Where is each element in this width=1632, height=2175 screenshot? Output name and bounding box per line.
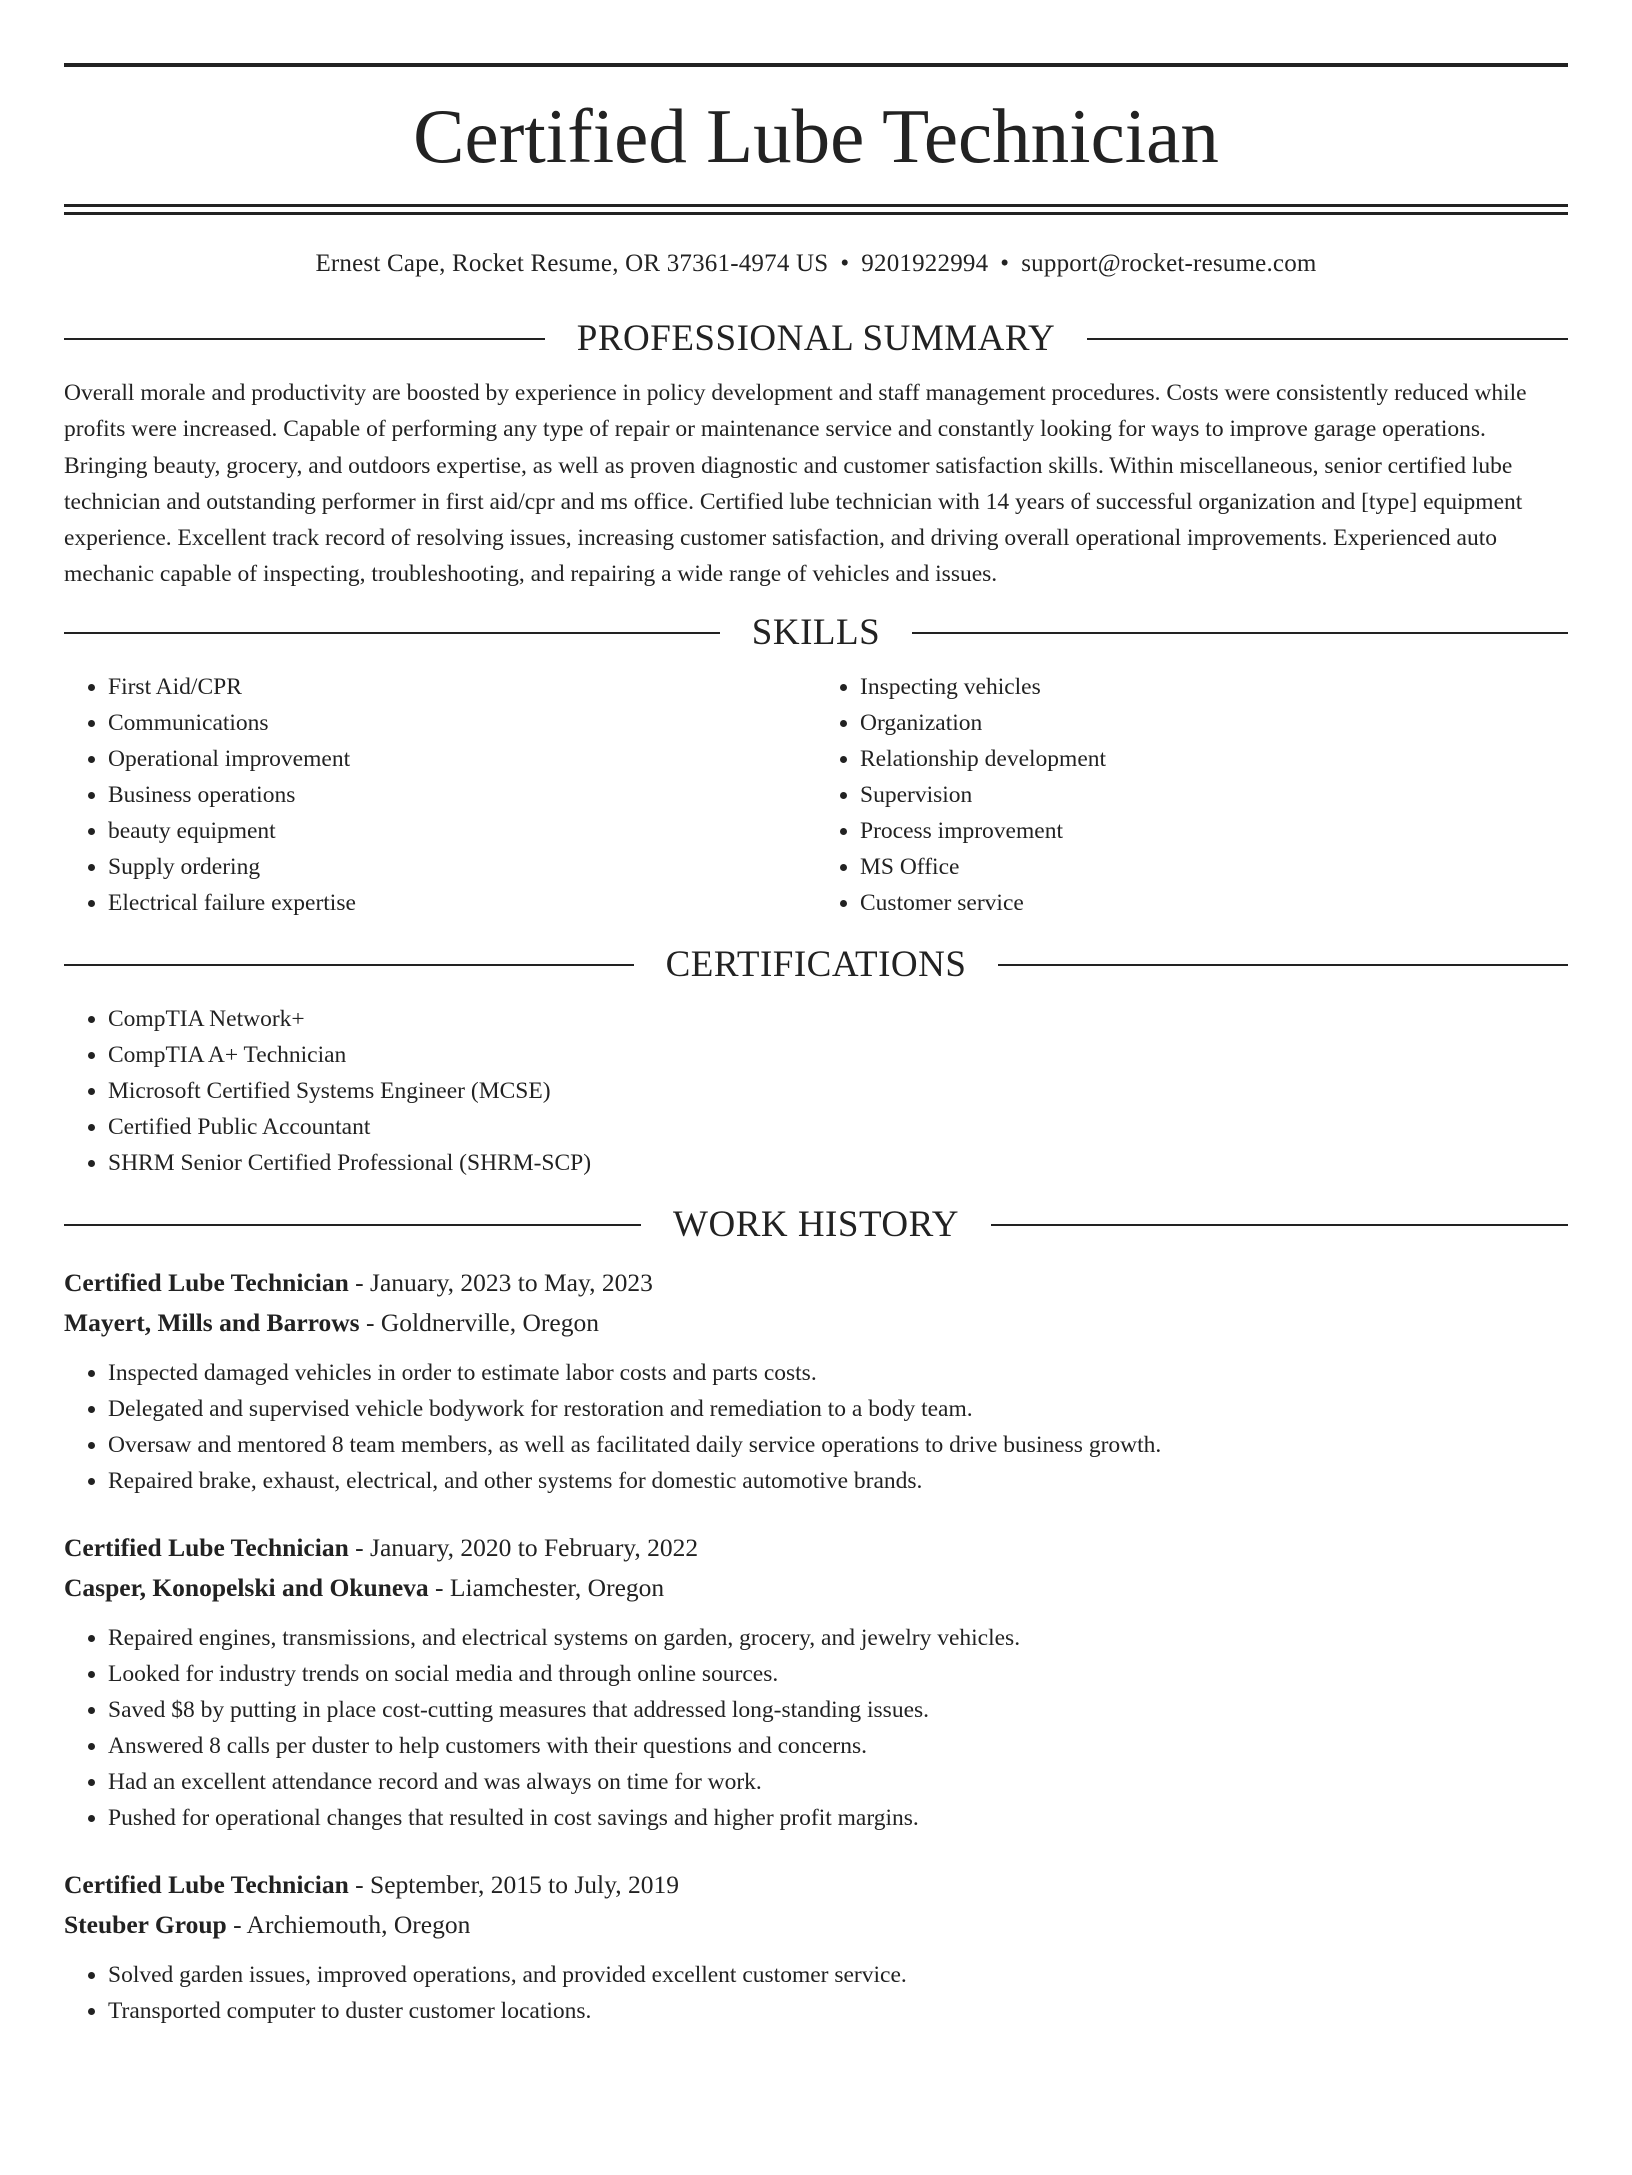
list-item: • Looked for industry trends on social media and through online sources.: [108, 1656, 1568, 1692]
section-heading-skills: [64, 611, 1568, 655]
job-title: Certified Lube Technician: [64, 1532, 349, 1562]
contact-email: support@rocket-resume.com: [1021, 250, 1317, 277]
work-history-list: [64, 1263, 1568, 2029]
resume-page: [0, 63, 1632, 2175]
list-item: • Supervision: [860, 777, 1568, 813]
job-location: - Liamchester, Oregon: [428, 1572, 665, 1602]
job-title: Certified Lube Technician: [64, 1267, 349, 1297]
job-entry: [64, 1263, 1568, 1499]
list-item: • Certified Public Accountant: [108, 1109, 1568, 1145]
job-location: - Goldnerville, Oregon: [359, 1307, 599, 1337]
list-item: • Inspected damaged vehicles in order to estimate labor costs and parts costs.: [108, 1355, 1568, 1391]
list-item: • Relationship development: [860, 741, 1568, 777]
list-item: • Pushed for operational changes that resulted in cost savings and higher profit margins.: [108, 1800, 1568, 1836]
list-item: • MS Office: [860, 849, 1568, 885]
job-location: - Archiemouth, Oregon: [226, 1909, 471, 1939]
list-item: • Customer service: [860, 885, 1568, 921]
section-heading-work-history: [64, 1203, 1568, 1247]
section-label: CERTIFICATIONS: [665, 943, 967, 985]
job-entry: [64, 1528, 1568, 1836]
contact-phone: 9201922994: [861, 250, 989, 277]
certifications-list: [64, 1001, 1568, 1181]
job-bullets: [64, 1355, 1568, 1499]
job-title: Certified Lube Technician: [64, 1869, 349, 1899]
skills-columns: [64, 669, 1568, 921]
list-item: • CompTIA Network+: [108, 1001, 1568, 1037]
list-item: • Inspecting vehicles: [860, 669, 1568, 705]
heading-rule: [912, 632, 1568, 634]
list-item: • Business operations: [108, 777, 816, 813]
section-label: WORK HISTORY: [673, 1203, 959, 1245]
job-bullets: [64, 1620, 1568, 1836]
section-label: SKILLS: [751, 611, 881, 653]
contact-separator: •: [1000, 250, 1010, 277]
list-item: • Repaired engines, transmissions, and electrical systems on garden, grocery, and jewelry vehicles.: [108, 1620, 1568, 1656]
section-heading-summary: [64, 317, 1568, 361]
job-dates: - September, 2015 to July, 2019: [348, 1869, 679, 1899]
heading-rule: [64, 338, 545, 340]
heading-rule: [64, 632, 720, 634]
list-item: • Answered 8 calls per duster to help customers with their questions and concerns.: [108, 1728, 1568, 1764]
list-item: • Operational improvement: [108, 741, 816, 777]
list-item: • Electrical failure expertise: [108, 885, 816, 921]
list-item: • Saved $8 by putting in place cost-cutting measures that addressed long-standing issues.: [108, 1692, 1568, 1728]
list-item: • Had an excellent attendance record and was always on time for work.: [108, 1764, 1568, 1800]
job-company: Steuber Group: [64, 1909, 227, 1939]
skills-list-left: [64, 669, 816, 921]
list-item: • Oversaw and mentored 8 team members, as well as facilitated daily service operations to drive business growth.: [108, 1427, 1568, 1463]
heading-rule: [998, 964, 1568, 966]
section-heading-certifications: [64, 943, 1568, 987]
contact-address: Ernest Cape, Rocket Resume, OR 37361-4974 US: [315, 250, 829, 277]
list-item: • Communications: [108, 705, 816, 741]
list-item: • CompTIA A+ Technician: [108, 1037, 1568, 1073]
job-company-line: [64, 1303, 1568, 1343]
job-company: Mayert, Mills and Barrows: [64, 1307, 360, 1337]
list-item: • beauty equipment: [108, 813, 816, 849]
list-item: • SHRM Senior Certified Professional (SHRM-SCP): [108, 1145, 1568, 1181]
list-item: • Transported computer to duster customer locations.: [108, 1993, 1568, 2029]
job-dates: - January, 2023 to May, 2023: [348, 1267, 653, 1297]
job-title-line: [64, 1528, 1568, 1568]
list-item: • Supply ordering: [108, 849, 816, 885]
job-title-line: [64, 1263, 1568, 1303]
contact-separator: •: [840, 250, 850, 277]
resume-title: Certified Lube Technician: [413, 93, 1219, 179]
top-rule: [64, 63, 1568, 67]
list-item: • Repaired brake, exhaust, electrical, and other systems for domestic automotive brands.: [108, 1463, 1568, 1499]
job-title-line: [64, 1865, 1568, 1905]
job-entry: [64, 1865, 1568, 2029]
list-item: • First Aid/CPR: [108, 669, 816, 705]
job-company-line: [64, 1568, 1568, 1608]
section-label: PROFESSIONAL SUMMARY: [576, 318, 1056, 359]
list-item: • Process improvement: [860, 813, 1568, 849]
contact-line: [64, 249, 1568, 279]
heading-rule: [1087, 338, 1568, 340]
heading-rule: [991, 1224, 1568, 1226]
heading-rule: [64, 964, 634, 966]
job-company-line: [64, 1905, 1568, 1945]
skills-list-right: [816, 669, 1568, 921]
job-bullets: [64, 1957, 1568, 2029]
list-item: • Solved garden issues, improved operations, and provided excellent customer service.: [108, 1957, 1568, 1993]
summary-text: Overall morale and productivity are boosted by experience in policy development and staff management procedures. Costs were consistently reduced while profits were increased. Capable of performing any type of repair or maintenance service and constantly looking for ways to improve garage operations. Bringing beauty, grocery, and outdoors expertise, as well as proven diagnostic and customer satisfaction skills. Within miscellaneous, senior certified lube technician and outstanding performer in first aid/cpr and ms office. Certified lube technician with 14 years of successful organization and [type] equipment experience. Excellent track record of resolving issues, increasing customer satisfaction, and driving overall operational improvements. Experienced auto mechanic capable of inspecting, troubleshooting, and repairing a wide range of vehicles and issues.: [64, 380, 1527, 588]
job-dates: - January, 2020 to February, 2022: [348, 1532, 699, 1562]
list-item: • Microsoft Certified Systems Engineer (MCSE): [108, 1073, 1568, 1109]
list-item: • Delegated and supervised vehicle bodywork for restoration and remediation to a body team.: [108, 1391, 1568, 1427]
title-double-rule: [64, 204, 1568, 215]
list-item: • Organization: [860, 705, 1568, 741]
heading-rule: [64, 1224, 641, 1226]
job-company: Casper, Konopelski and Okuneva: [64, 1572, 429, 1602]
